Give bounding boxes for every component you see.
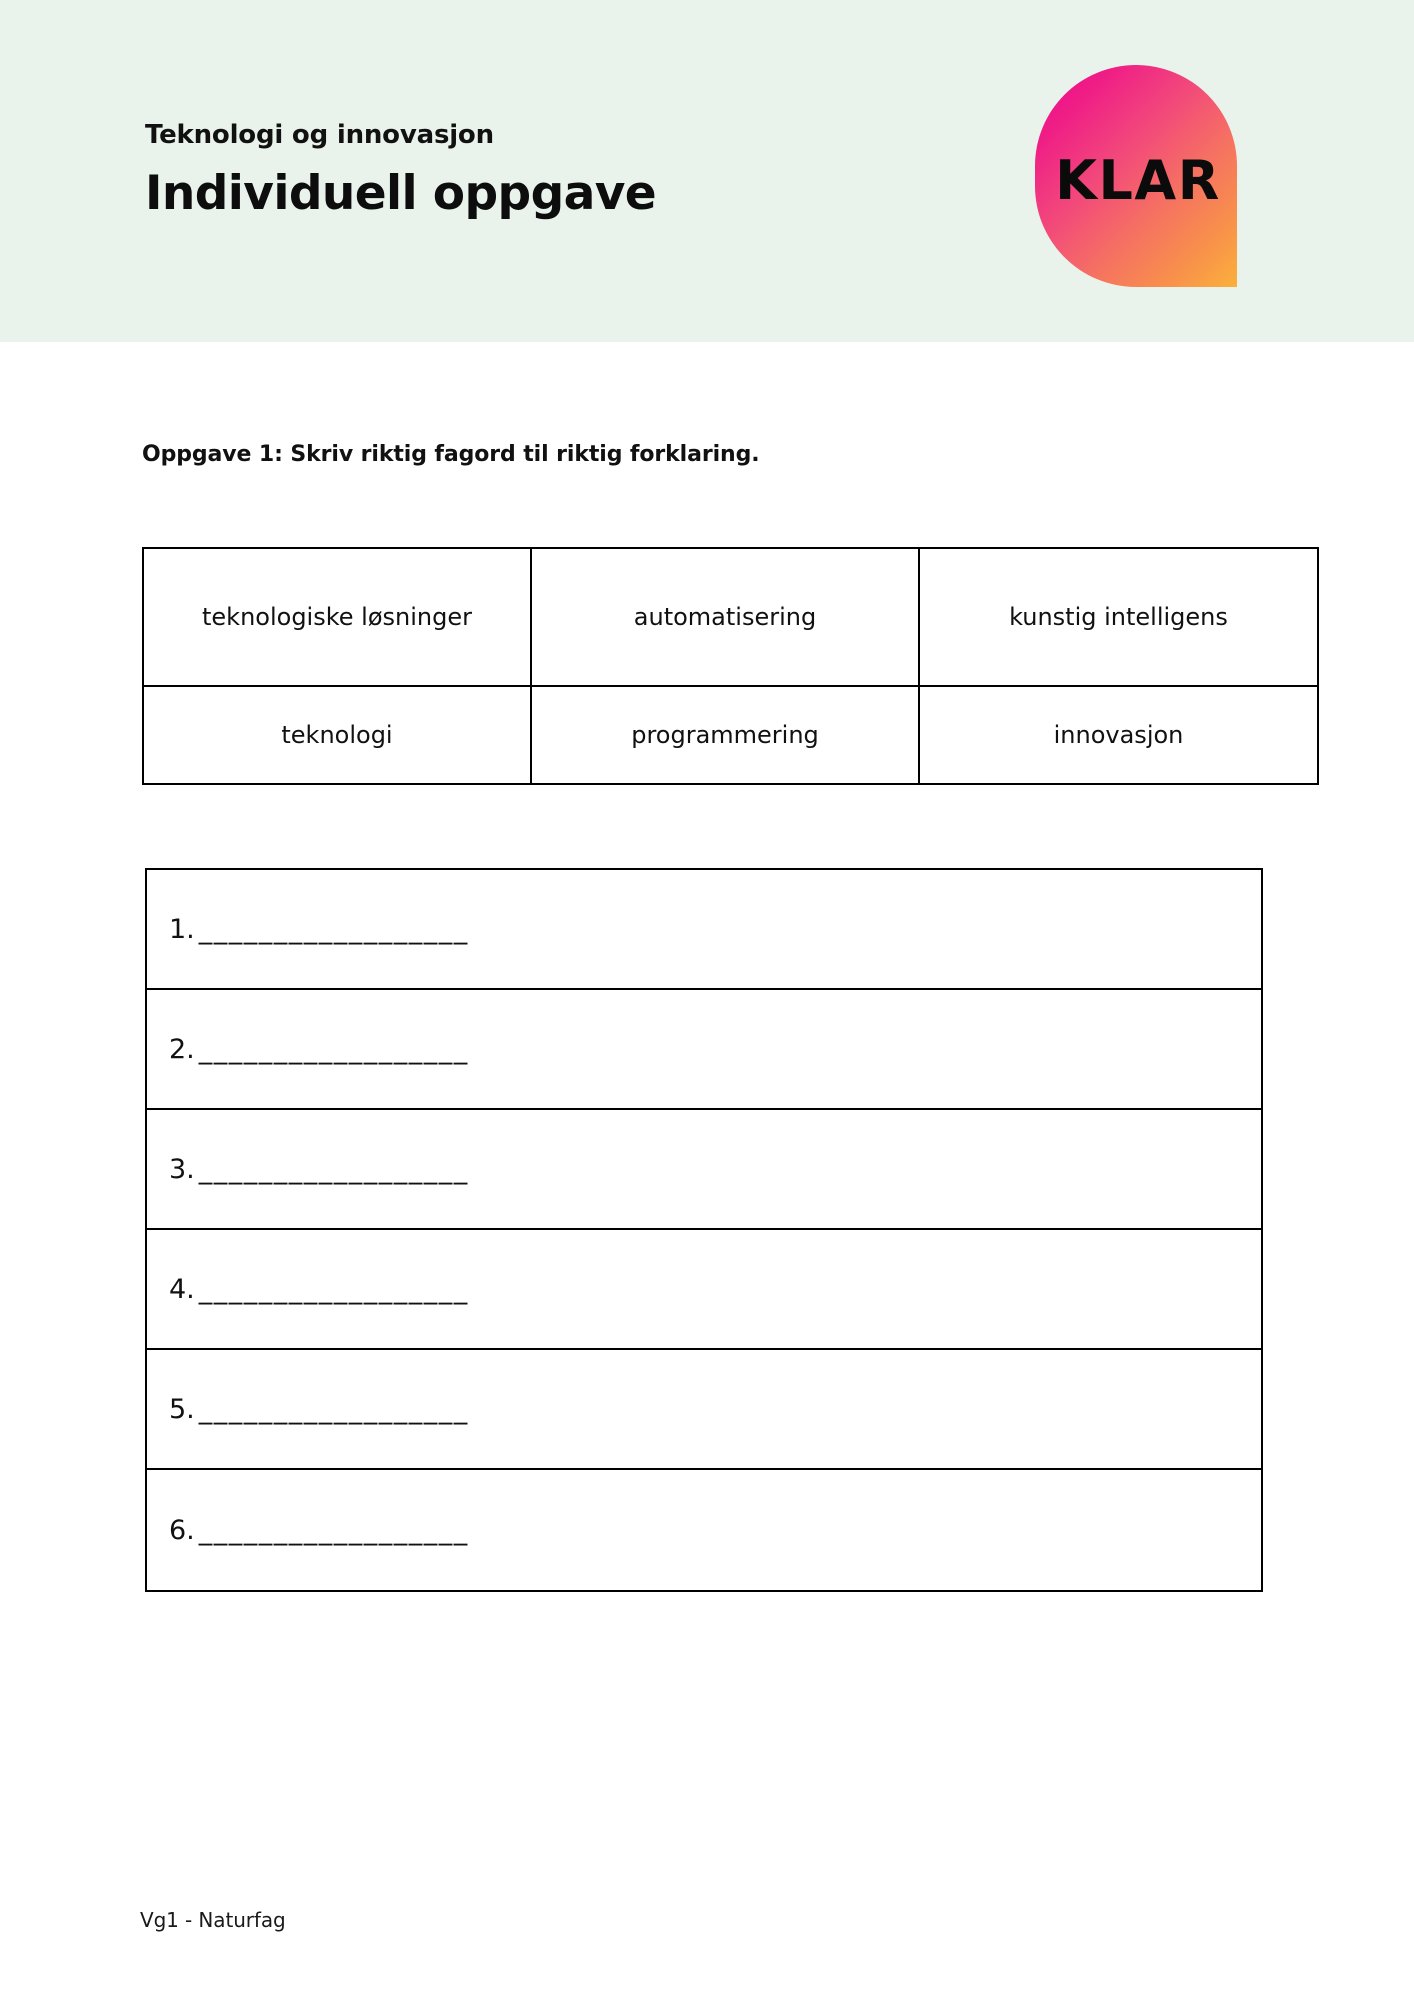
answer-number: 2. bbox=[169, 1033, 195, 1065]
answer-blank[interactable]: __________________ bbox=[198, 913, 469, 945]
answer-line bbox=[169, 1274, 469, 1305]
task-prompt: Oppgave 1: Skriv riktig fagord til riktig forklaring. bbox=[142, 442, 760, 467]
table-row bbox=[143, 686, 1318, 784]
answer-blank[interactable]: __________________ bbox=[198, 1033, 469, 1065]
answer-blank[interactable]: __________________ bbox=[198, 1153, 469, 1185]
klar-logo bbox=[1035, 65, 1237, 287]
answer-line bbox=[169, 914, 469, 945]
answer-line bbox=[169, 1515, 469, 1546]
answer-number: 4. bbox=[169, 1273, 195, 1305]
answer-blank[interactable]: __________________ bbox=[198, 1393, 469, 1425]
header-band bbox=[0, 0, 1414, 342]
page-title: Individuell oppgave bbox=[145, 166, 657, 222]
answer-line bbox=[169, 1394, 469, 1425]
word-bank-table bbox=[142, 547, 1319, 785]
answer-line bbox=[169, 1154, 469, 1185]
word-bank-cell: innovasjon bbox=[919, 686, 1318, 784]
word-bank-cell: teknologiske løsninger bbox=[143, 548, 531, 686]
answer-row-2[interactable] bbox=[147, 990, 1261, 1110]
answer-blank[interactable]: __________________ bbox=[198, 1273, 469, 1305]
answer-row-1[interactable] bbox=[147, 870, 1261, 990]
answer-row-5[interactable] bbox=[147, 1350, 1261, 1470]
answer-number: 6. bbox=[169, 1514, 195, 1546]
answer-row-6[interactable] bbox=[147, 1470, 1261, 1590]
header-text-block bbox=[145, 120, 656, 224]
word-bank-cell: automatisering bbox=[531, 548, 919, 686]
answer-number: 3. bbox=[169, 1153, 195, 1185]
answer-row-3[interactable] bbox=[147, 1110, 1261, 1230]
answer-row-4[interactable] bbox=[147, 1230, 1261, 1350]
answer-number: 1. bbox=[169, 913, 195, 945]
klar-logo-wordmark: KLAR bbox=[1055, 148, 1221, 212]
answer-blank[interactable]: __________________ bbox=[198, 1514, 469, 1546]
answer-box bbox=[145, 868, 1263, 1592]
answer-number: 5. bbox=[169, 1393, 195, 1425]
header-eyebrow: Teknologi og innovasjon bbox=[145, 120, 494, 150]
word-bank-cell: teknologi bbox=[143, 686, 531, 784]
word-bank-cell: kunstig intelligens bbox=[919, 548, 1318, 686]
answer-line bbox=[169, 1034, 469, 1065]
table-row bbox=[143, 548, 1318, 686]
word-bank-cell: programmering bbox=[531, 686, 919, 784]
footer-text: Vg1 - Naturfag bbox=[140, 1908, 286, 1932]
